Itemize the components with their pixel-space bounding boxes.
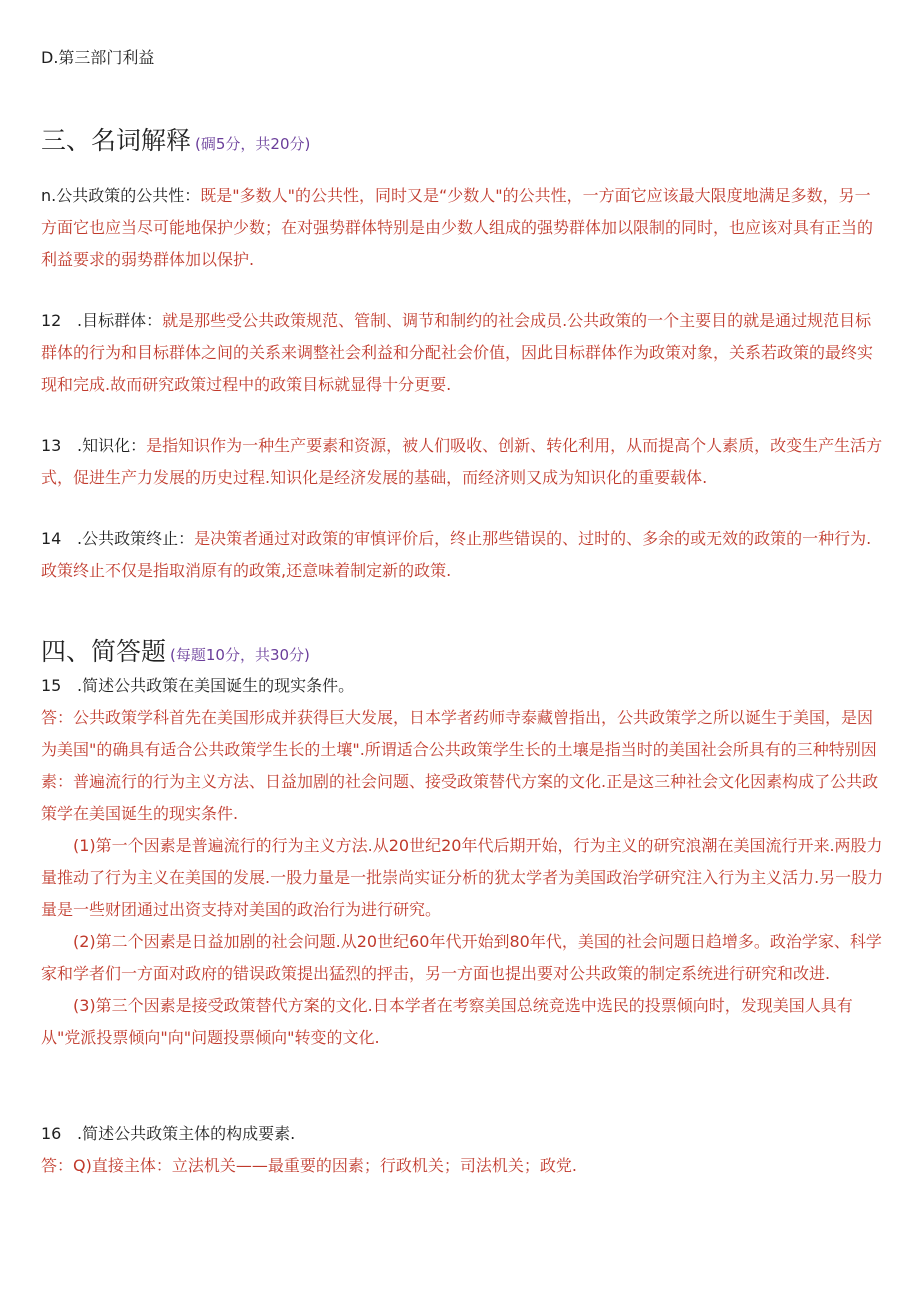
question-number: 16 bbox=[41, 1124, 62, 1143]
term-label: .公共政策终止： bbox=[77, 529, 195, 548]
term-number: 13 bbox=[41, 436, 62, 455]
term-definition: 就是那些受公共政策规范、管制、调节和制约的社会成员.公共政策的一个主要目的就是通过规范目标群体的行为和目标群体之间的关系来调整社会利益和分配社会价值，因此目标群体作为政策对象，关系若政策的最终实现和完成.故而研究政策过程中的政策目标就显得十分更要. bbox=[41, 311, 874, 394]
term-item bbox=[41, 430, 886, 494]
option-d: D.第三部门利益 bbox=[41, 48, 155, 67]
section-3-heading bbox=[41, 124, 310, 161]
question-15 bbox=[41, 670, 886, 1054]
term-label: .目标群体： bbox=[77, 311, 163, 330]
term-definition: 是决策者通过对政策的审慎评价后，终止那些错误的、过时的、多余的或无效的政策的一种行为.政策终止不仅是指取消原有的政策,还意味着制定新的政策. bbox=[41, 529, 872, 580]
answer-text: 答：公共政策学科首先在美国形成并获得巨大发展，日本学者药师寺泰藏曾指出，公共政策学之所以诞生于美国，是因为美国"的确具有适合公共政策学生长的土壤".所谓适合公共政策学生长的土壤是指当时的美国社会所具有的三种特别因素：普遍流行的行为主义方法、日益加剧的社会问题、接受政策替代方案的文化.正是这三种社会文化因素构成了公共政策学在美国诞生的现实条件. bbox=[41, 708, 879, 823]
term-definition: 既是"多数人"的公共性，同时又是“少数人"的公共性，一方面它应该最大限度地满足多数，另一方面它也应当尽可能地保护少数；在对强势群体特别是由少数人组成的强势群体加以限制的同时，也应该对具有正当的利益要求的弱势群体加以保护. bbox=[41, 186, 874, 269]
section-3-title: 三、名词解释 bbox=[41, 126, 192, 155]
section-3-note: (碉5分，共20分) bbox=[195, 135, 311, 153]
term-item bbox=[41, 180, 886, 276]
question-number: 15 bbox=[41, 676, 62, 695]
answer-point: (2)第二个因素是日益加剧的社会问题.从20世纪60年代开始到80年代，美国的社会问题日趋增多。政治学家、科学家和学者们一方面对政府的错误政策提出猛烈的抨击，另一方面也提出要对公共政策的制定系统进行研究和改进. bbox=[41, 932, 882, 983]
answer-point: (3)第三个因素是接受政策替代方案的文化.日本学者在考察美国总统竞选中选民的投票倾向时，发现美国人具有从"党派投票倾向"向"问题投票倾向"转变的文化. bbox=[41, 996, 853, 1047]
answer-point: (1)第一个因素是普遍流行的行为主义方法.从20世纪20年代后期开始，行为主义的研究浪潮在美国流行开来.两股力量推动了行为主义在美国的发展.一股力量是一批崇尚实证分析的犹太学者为美国政治学研究注入行为主义活力.另一股力量是一些财团通过出资支持对美国的政治行为进行研究。 bbox=[41, 836, 884, 919]
term-label: n.公共政策的公共性： bbox=[41, 186, 201, 205]
question-text: .简述公共政策在美国诞生的现实条件。 bbox=[77, 676, 355, 695]
term-number: 12 bbox=[41, 311, 62, 330]
term-definition: 是指知识作为一种生产要素和资源，被人们吸收、创新、转化利用，从而提高个人素质，改变生产生活方式，促进生产力发展的历史过程.知识化是经济发展的基础，而经济则又成为知识化的重要载体. bbox=[41, 436, 883, 487]
term-item bbox=[41, 523, 886, 587]
question-16 bbox=[41, 1118, 886, 1182]
answer-text: 答：Q)直接主体：立法机关——最重要的因素；行政机关；司法机关；政党. bbox=[41, 1156, 577, 1175]
term-label: .知识化： bbox=[77, 436, 147, 455]
section-4-heading bbox=[41, 635, 310, 672]
term-item bbox=[41, 305, 886, 401]
section-4-title: 四、简答题 bbox=[41, 637, 167, 666]
term-number: 14 bbox=[41, 529, 62, 548]
section-4-note: (每题10分，共30分) bbox=[170, 646, 310, 664]
question-text: .简述公共政策主体的构成要素. bbox=[77, 1124, 296, 1143]
